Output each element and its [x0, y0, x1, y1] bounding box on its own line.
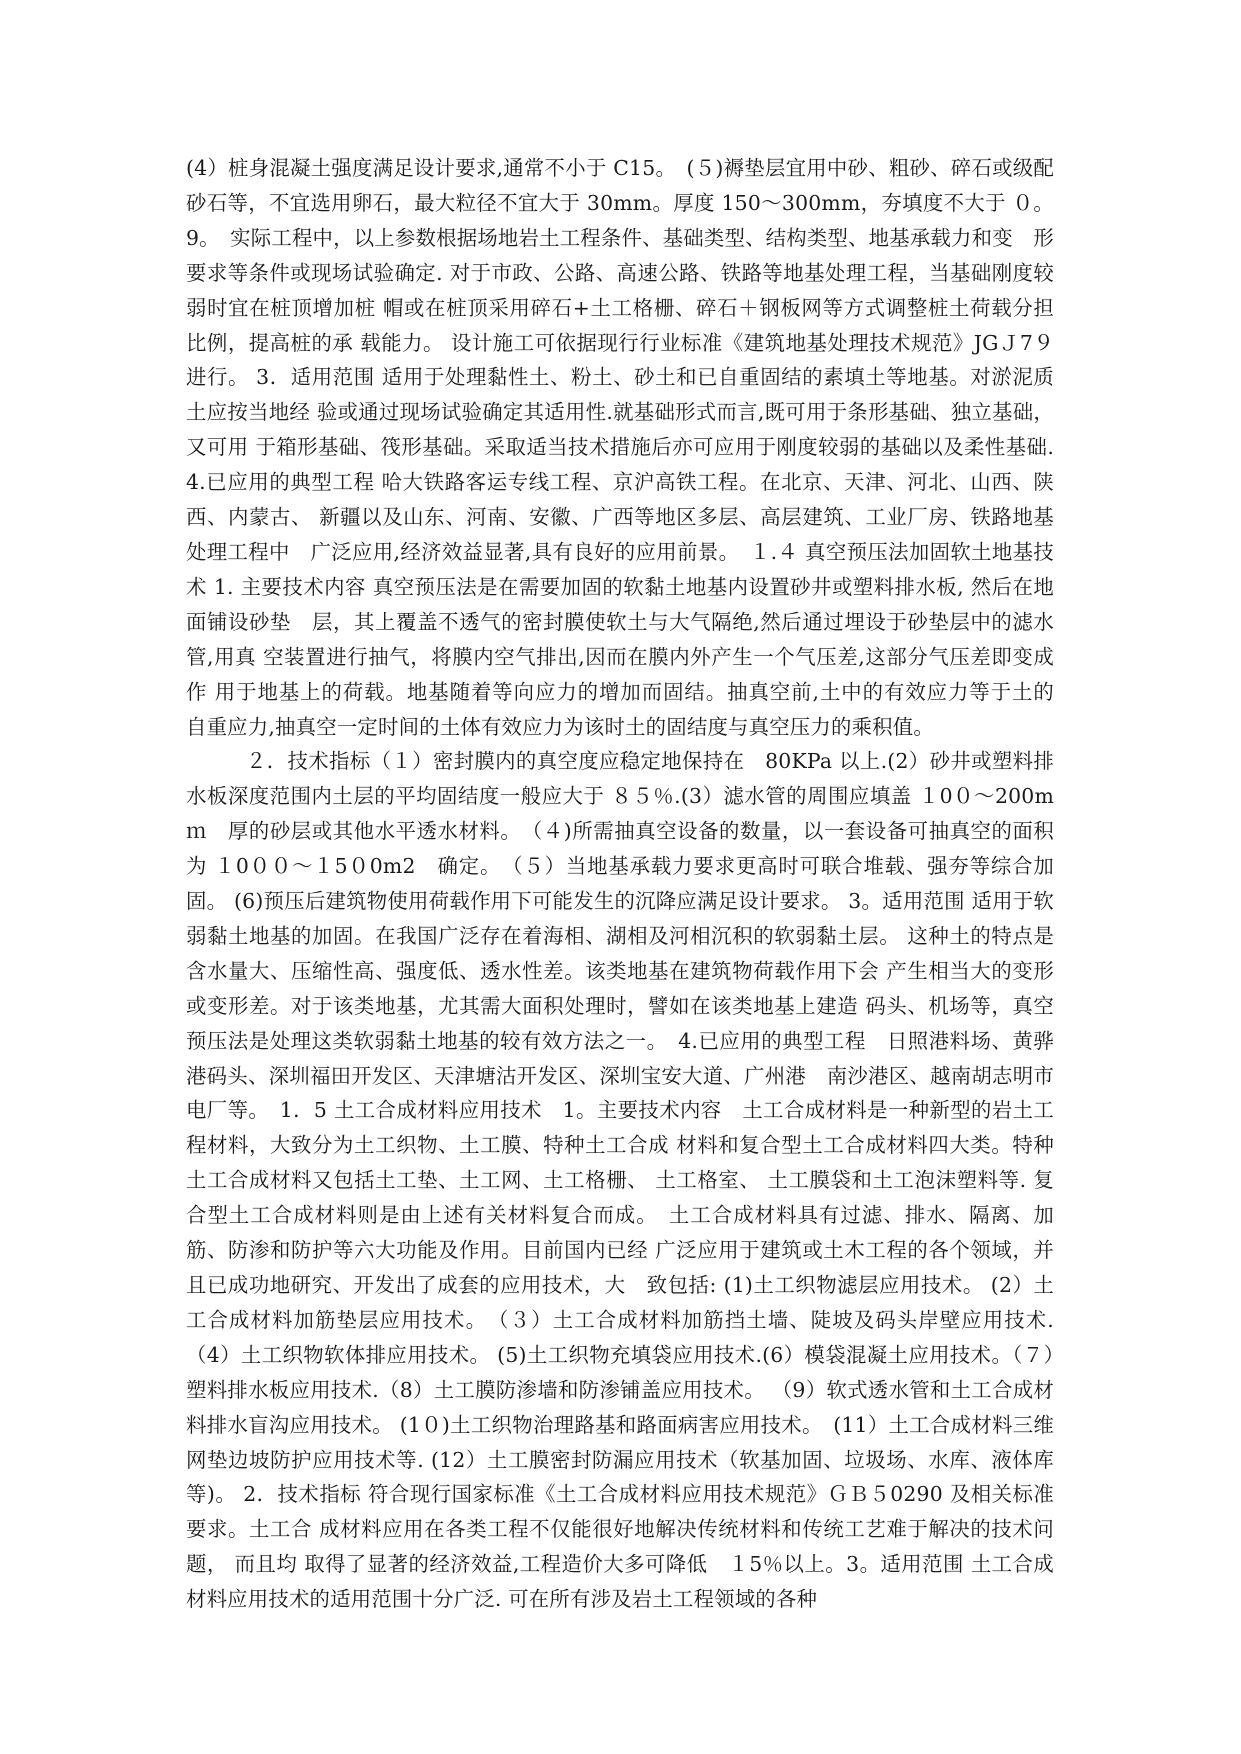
- document-body: [186, 151, 1075, 1617]
- body-paragraph-2: ２．技术指标（１）密封膜内的真空度应稳定地保持在 80KPa 以上.(2）砂井或塑料排水板深度范围内土层的平均固结度一般应大于 ８５％.(3）滤水管的周围应填盖 １0０～200mｍ 厚的砂层或其他水平透水材料。 （４)所需抽真空设备的数量，以一套设备可抽真空的面积为 １0００～１5０0m2 确定。 （５）当地基承载力要求更高时可联合堆载、强夯等综合加固。 (6)预压后建筑物使用荷载作用下可能发生的沉降应满足设计要求。 3。适用范围 适用于软弱黏土地基的加固。在我国广泛存在着海相、湖相及河相沉积的软弱黏土层。 这种土的特点是含水量大、压缩性高、强度低、透水性差。该类地基在建筑物荷载作用下会 产生相当大的变形或变形差。对于该类地基，尤其需大面积处理时，譬如在该类地基上建造 码头、机场等，真空预压法是处理这类软弱黏土地基的较有效方法之一。 4.已应用的典型工程 日照港料场、黄骅港码头、深圳福田开发区、天津塘沽开发区、深圳宝安大道、广州港 南沙港区、越南胡志明市电厂等。 1．5 土工合成材料应用技术 1。主要技术内容 土工合成材料是一种新型的岩土工程材料，大致分为土工织物、土工膜、特种土工合成 材料和复合型土工合成材料四大类。特种土工合成材料又包括土工垫、土工网、土工格栅、 土工格室、 土工膜袋和土工泡沫塑料等. 复合型土工合成材料则是由上述有关材料复合而成。 土工合成材料具有过滤、排水、隔离、加筋、防渗和防护等六大功能及作用。目前国内已经 广泛应用于建筑或土木工程的各个领域，并且已成功地研究、开发出了成套的应用技术，大 致包括: (1)土工织物滤层应用技术。 (2）土工合成材料加筋垫层应用技术。 （３）土工合成材料加筋挡土墙、陡坡及码头岸壁应用技术. （4）土工织物软体排应用技术。 (5)土工织物充填袋应用技术.(6）模袋混凝土应用技术。（７）塑料排水板应用技术.（8）土工膜防渗墙和防渗铺盖应用技术。 （9）软式透水管和土工合成材料排水盲沟应用技术。 (1０)土工织物治理路基和路面病害应用技术。 (11）土工合成材料三维网垫边坡防护应用技术等. (12）土工膜密封防漏应用技术（软基加固、垃圾场、水库、液体库等)。 2．技术指标 符合现行国家标准《土工合成材料应用技术规范》ＧＢ５0290 及相关标准要求。土工合 成材料应用在各类工程不仅能很好地解决传统材料和传统工艺难于解决的技术问题， 而且均 取得了显著的经济效益,工程造价大多可降低 １5％以上。3。适用范围 土工合成材料应用技术的适用范围十分广泛. 可在所有涉及岩土工程领域的各种: [186, 749, 1061, 1612]
- body-paragraph-1: (4）桩身混凝土强度满足设计要求,通常不小于 C15。 (５)褥垫层宜用中砂、粗砂、碎石或级配砂石等，不宜选用卵石，最大粒径不宜大于 30mm。厚度 150～300mm，夯填度不大于 ０。9。 实际工程中，以上参数根据场地岩土工程条件、基础类型、结构类型、地基承载力和变 形要求等条件或现场试验确定. 对于市政、公路、高速公路、铁路等地基处理工程，当基础刚度较弱时宜在桩顶增加桩 帽或在桩顶采用碎石+土工格栅、碎石＋钢板网等方式调整桩土荷载分担比例，提高桩的承 载能力。 设计施工可依据现行行业标准《建筑地基处理技术规范》JGＪ7９ 进行。 3．适用范围 适用于处理黏性土、粉土、砂土和已自重固结的素填土等地基。对淤泥质土应按当地经 验或通过现场试验确定其适用性.就基础形式而言,既可用于条形基础、独立基础，又可用 于箱形基础、筏形基础。采取适当技术措施后亦可应用于刚度较弱的基础以及柔性基础. 4.已应用的典型工程 哈大铁路客运专线工程、京沪高铁工程。在北京、天津、河北、山西、陕西、内蒙古、 新疆以及山东、河南、安徽、广西等地区多层、高层建筑、工业厂房、铁路地基处理工程中 广泛应用,经济效益显著,具有良好的应用前景。 １.４ 真空预压法加固软土地基技术 1. 主要技术内容 真空预压法是在需要加固的软黏土地基内设置砂井或塑料排水板, 然后在地面铺设砂垫 层，其上覆盖不透气的密封膜使软土与大气隔绝,然后通过埋设于砂垫层中的滤水管,用真 空装置进行抽气，将膜内空气排出,因而在膜内外产生一个气压差,这部分气压差即变成作 用于地基上的荷载。地基随着等向应力的增加而固结。抽真空前,土中的有效应力等于土的 自重应力,抽真空一定时间的土体有效应力为该时土的固结度与真空压力的乘积值。: [186, 156, 1075, 739]
